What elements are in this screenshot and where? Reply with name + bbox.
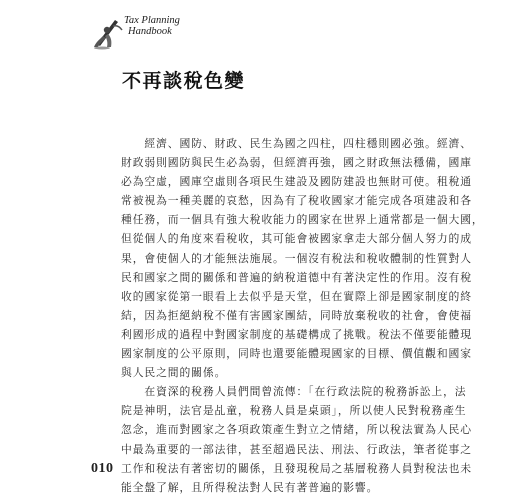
header-line-2: Handbook [128, 26, 172, 37]
text-line: 結，因為拒絕納稅不僅有害國家團結，同時放棄稅收的社會，會使福 [121, 308, 472, 322]
text-line: 經濟、國防、財政、民生為國之四柱，四柱穩則國必強。經濟、 [121, 137, 472, 150]
text-line: 忽念，進而對國家之各項政策產生對立之情緒，所以稅法實為人民心 [121, 423, 472, 437]
text-line: 工作和稅法有著密切的關係，且發現稅局之基層稅務人員對稅法也未 [121, 461, 472, 475]
body-text [121, 134, 484, 497]
text-line: 能全盤了解，且所得稅法對人民有著普遍的影響。 [121, 480, 379, 494]
text-line: 在資深的稅務人員們間曾流傳：「在行政法院的稅務訴訟上，法 [121, 385, 467, 399]
text-line: 但從個人的角度來看稅收，其可能會被國家拿走大部分個人努力的成 [121, 232, 472, 246]
text-line: 利國形成的過程中對國家制度的基礎構成了挑戰。稅法不僅要能體現 [121, 327, 472, 341]
page-number: 010 [91, 461, 114, 476]
text-line: 收的國家從第一眼看上去似乎是天堂，但在實際上卻是國家制度的終 [121, 289, 472, 303]
text-line: 常被視為一種美麗的哀愁，因為有了稅收國家才能完成各項建設和各 [121, 194, 472, 208]
header-title [124, 15, 180, 37]
header-line-1: Tax Planning [124, 15, 180, 26]
chapter-title: 不再談稅色變 [122, 70, 246, 92]
text-line: 果，會使個人的才能無法施展。一個沒有稅法和稅收體制的性質對人 [121, 251, 472, 265]
running-header [93, 14, 213, 54]
text-line: 種任務，而一個具有強大稅收能力的國家在世界上通常都是一個大國， [121, 213, 484, 227]
text-line: 中最為重要的一部法律，甚至超過民法、刑法、行政法，筆者從事之 [121, 442, 472, 456]
text-line: 院是神明，法官是乩童，稅務人員是桌頭」，所以使人民對稅務產生 [121, 404, 467, 418]
text-line: 必為空虛，國庫空虛則各項民生建設及國防建設也無財可使。租稅通 [121, 175, 472, 189]
pen-figure-icon [93, 14, 127, 50]
paragraph-2 [121, 382, 472, 497]
paragraph-1 [121, 134, 484, 382]
text-line: 財政弱則國防與民生必為弱，但經濟再強，國之財政無法穩備，國庫 [121, 156, 472, 170]
text-line: 與人民之間的關係。 [121, 366, 227, 380]
text-line: 民和國家之間的關係和普遍的納稅道德中有著決定性的作用。沒有稅 [121, 270, 472, 284]
text-line: 國家制度的公平原則，同時也還要能體現國家的目標、價值觀和國家 [121, 347, 472, 361]
